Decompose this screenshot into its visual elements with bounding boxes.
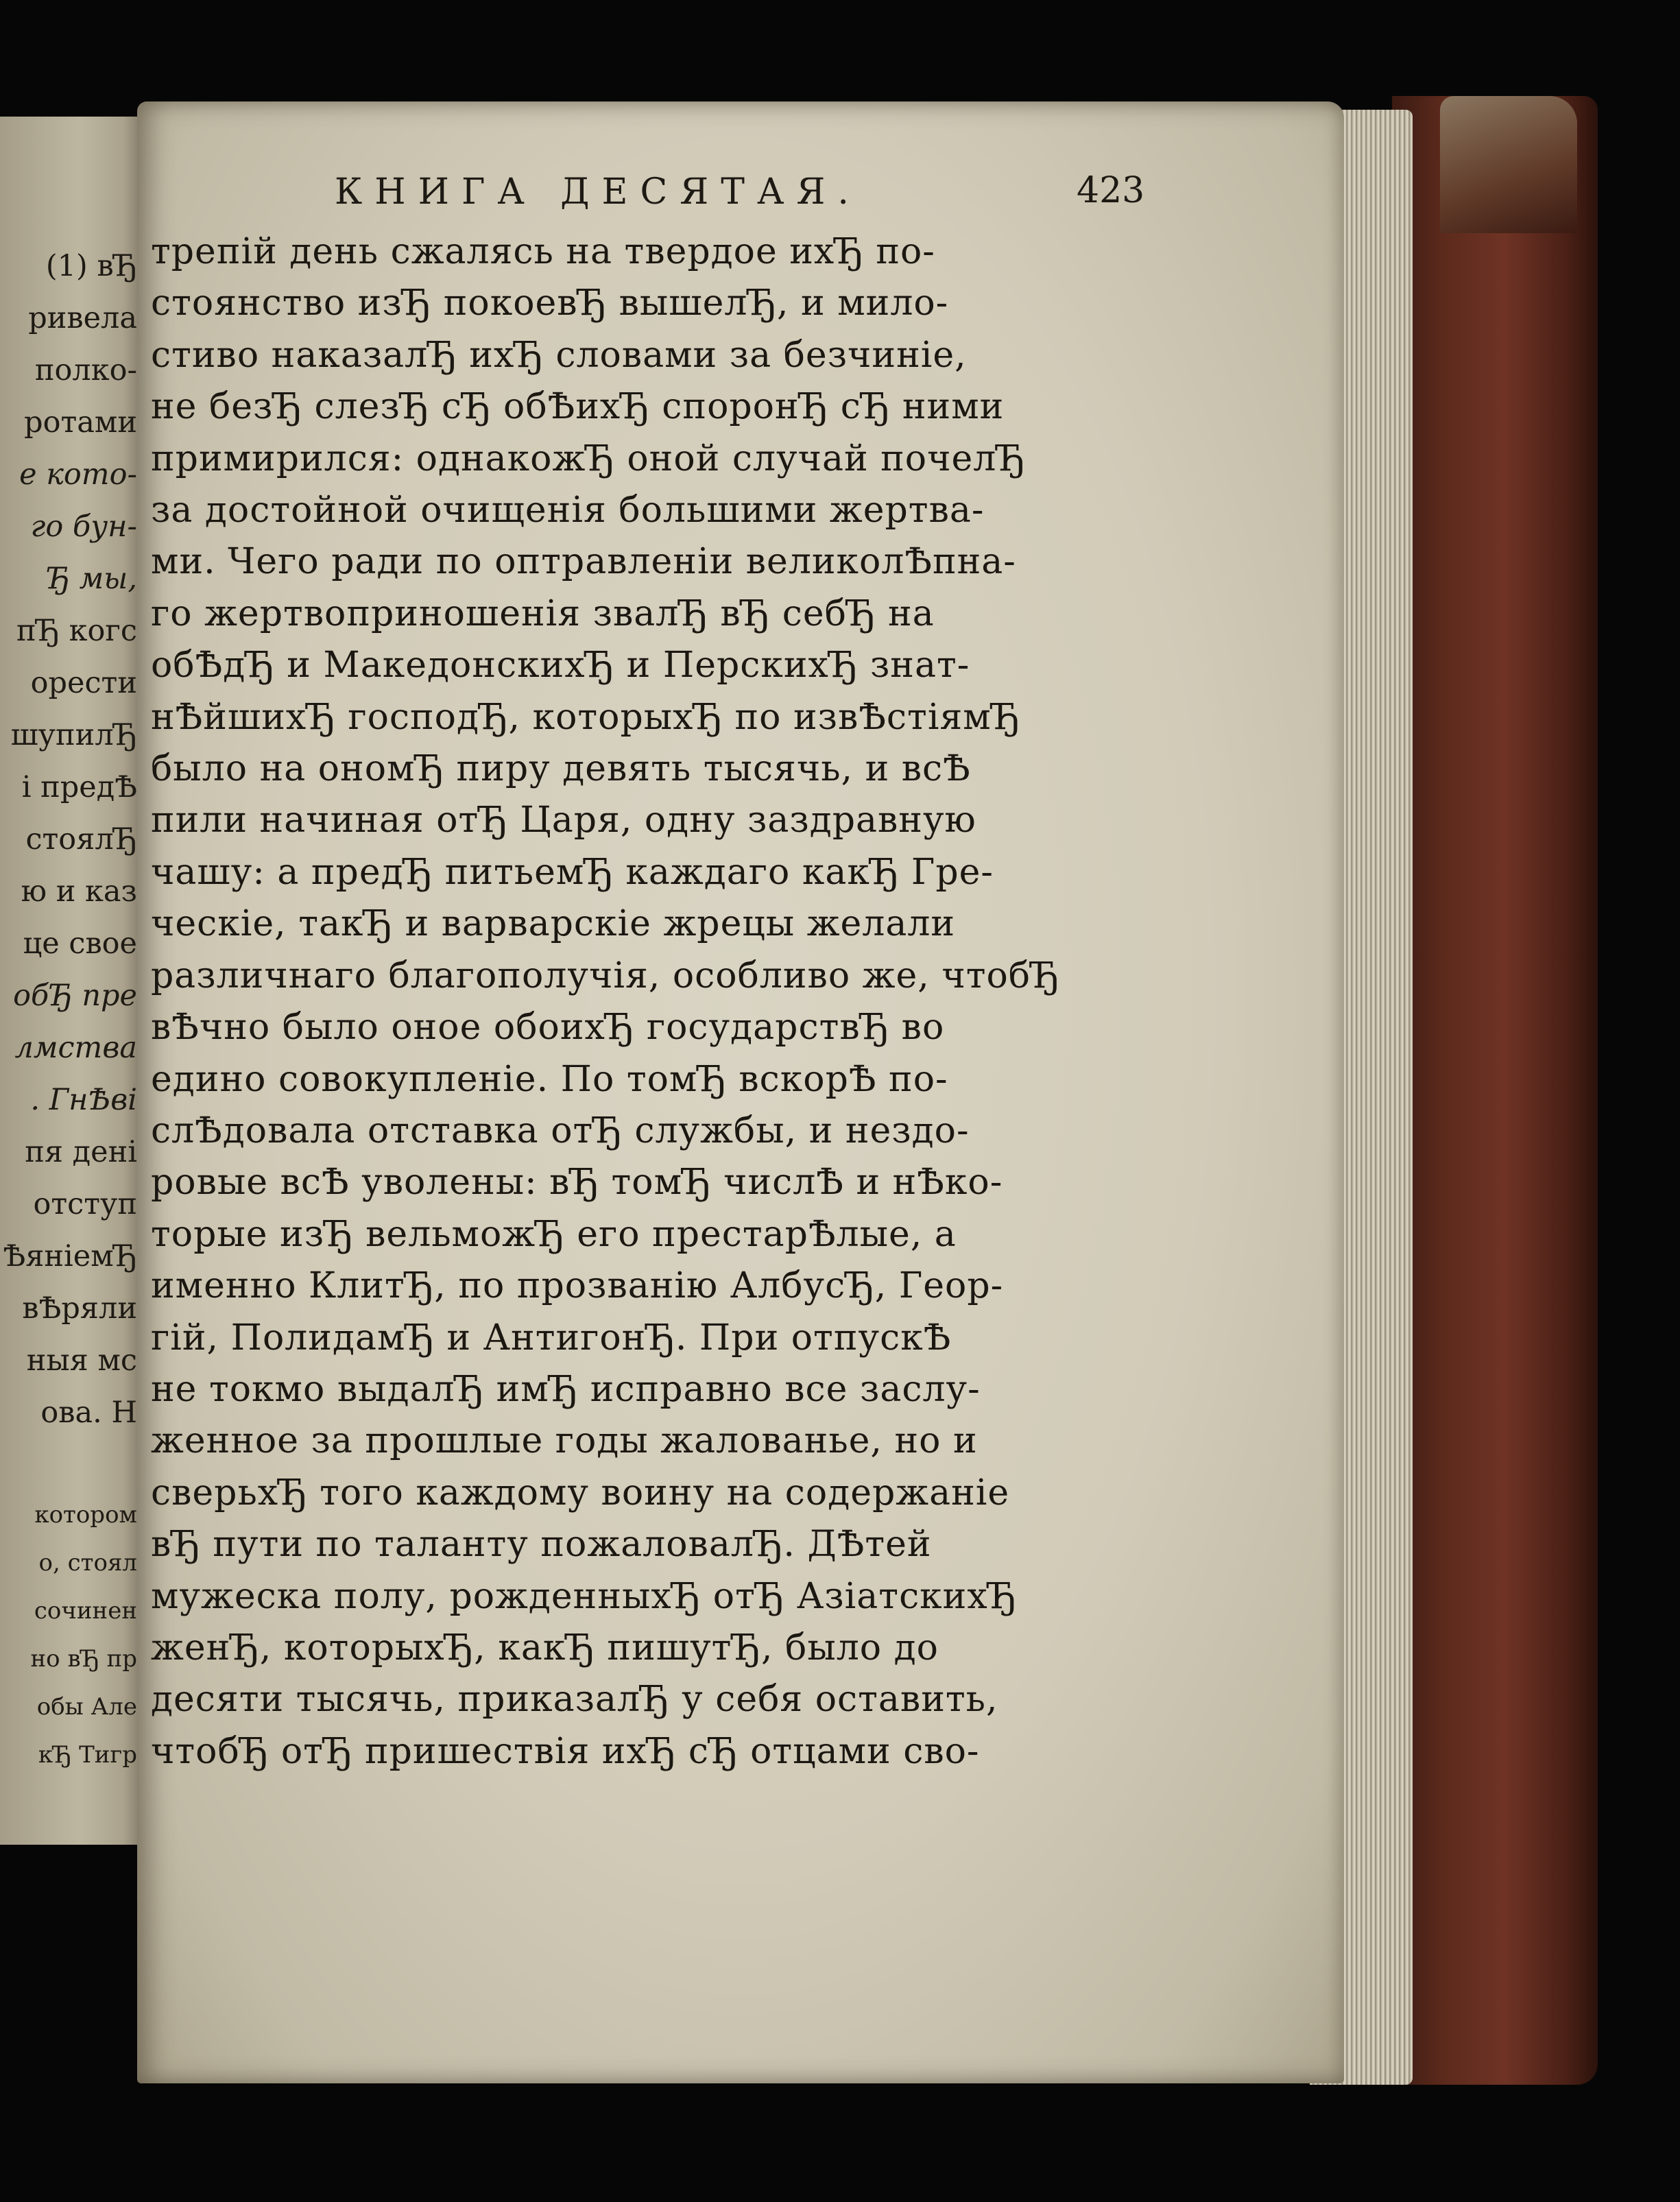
body-text <box>151 226 1179 1778</box>
previous-page-line: стоялЂ <box>25 822 137 857</box>
previous-page-line: . ГнѢві <box>30 1083 137 1117</box>
previous-page-line: сочинен <box>34 1597 137 1625</box>
previous-page-line: (1) вЂ <box>45 249 137 283</box>
book-cover <box>1392 96 1598 2085</box>
body-line: чашу: а предЂ питьемЂ каждаго какЂ Гре- <box>151 851 994 893</box>
body-line: гій, ПолидамЂ и АнтигонЂ. При отпускѢ <box>151 1317 952 1359</box>
body-line: именно КлитЂ, по прозванію АлбусЂ, Геор- <box>151 1265 1004 1307</box>
body-line: примирился: однакожЂ оной случай почелЂ <box>151 438 1026 479</box>
previous-page-line: отступ <box>33 1187 137 1221</box>
body-line: го жертвоприношенія звалЂ вЂ себЂ на <box>151 593 935 634</box>
body-line: было на ономЂ пиру девять тысячь, и всѢ <box>151 748 971 790</box>
body-line: сверьхЂ того каждому воину на содержаніе <box>151 1472 1010 1513</box>
previous-page-line: е кото- <box>19 457 137 492</box>
body-line: не токмо выдалЂ имЂ исправно все заслу- <box>151 1368 981 1410</box>
body-line: мужеска полу, рожденныхЂ отЂ АзіатскихЂ <box>151 1575 1018 1617</box>
previous-page-text <box>3 240 137 1779</box>
body-line: трепій день сжалясь на твердое ихЂ по- <box>151 231 935 272</box>
body-line: пили начиная отЂ Царя, одну заздравную <box>151 800 976 841</box>
body-line: ческіе, такЂ и варварскіе жрецы желали <box>151 903 956 945</box>
body-line: обѢдЂ и МакедонскихЂ и ПерскихЂ знат- <box>151 645 970 686</box>
body-line: за достойной очищенія большими жертва- <box>151 490 985 531</box>
previous-page-line: но вЂ пр <box>30 1645 137 1673</box>
previous-page-line: обы Але <box>36 1693 137 1721</box>
body-line: чтобЂ отЂ пришествія ихЂ сЂ отцами сво- <box>151 1730 980 1772</box>
page-number: 423 <box>1077 170 1145 211</box>
body-line: десяти тысячь, приказалЂ у себя оставить, <box>151 1679 998 1721</box>
body-line: торые изЂ вельможЂ его престарѢлые, а <box>151 1213 957 1255</box>
previous-page-line <box>3 1439 137 1491</box>
previous-page-line: ривела <box>28 301 137 335</box>
previous-page-line: котором <box>34 1501 137 1529</box>
body-line: нѢйшихЂ господЂ, которыхЂ по извѢстіямЂ <box>151 696 1021 738</box>
body-line: не безЂ слезЂ сЂ обѢихЂ споронЂ сЂ ними <box>151 386 1005 428</box>
body-line: женЂ, которыхЂ, какЂ пишутЂ, было до <box>151 1627 939 1668</box>
previous-page-line: це свое <box>23 926 137 961</box>
previous-page-line: і предѢ <box>21 770 137 804</box>
previous-page-line: ротами <box>24 405 137 440</box>
running-head: КНИГА ДЕСЯТАЯ. <box>335 171 861 213</box>
previous-page-line: ю и каз <box>21 874 137 909</box>
previous-page-line: полко- <box>34 353 137 387</box>
body-line: вЂ пути по таланту пожаловалЂ. ДѢтей <box>151 1524 932 1566</box>
previous-page-line: го бун- <box>30 510 137 544</box>
previous-page-line: лмства <box>14 1031 137 1065</box>
body-line: ми. Чего ради по оптравленіи великолѢпна- <box>151 541 1016 583</box>
body-line: различнаго благополучія, особливо же, чтобЂ <box>151 955 1060 996</box>
previous-page-line: пя дені <box>25 1135 137 1169</box>
previous-page-line: орести <box>30 666 137 700</box>
previous-page-line: обЂ пре <box>13 979 137 1013</box>
body-line: стиво наказалЂ ихЂ словами за безчиніе, <box>151 334 967 376</box>
previous-page-line: ѢяніемЂ <box>3 1239 137 1273</box>
previous-page-line: Ђ мы, <box>46 562 137 596</box>
body-line: ровые всѢ уволены: вЂ томЂ числѢ и нѢко- <box>151 1162 1003 1204</box>
previous-page-line: ова. Н <box>40 1396 137 1430</box>
previous-page-line: вѢряли <box>22 1291 137 1326</box>
body-line: едино совокупленіе. По томЂ вскорѢ по- <box>151 1058 948 1100</box>
previous-page-line: пЂ когс <box>16 614 137 648</box>
previous-page-line: кЂ Тигр <box>38 1741 137 1769</box>
body-line: женное за прошлые годы жалованье, но и <box>151 1420 978 1462</box>
body-line: слѢдовала отставка отЂ службы, и нездо- <box>151 1110 970 1151</box>
book-cover-corner <box>1440 96 1577 233</box>
previous-page-line: шупилЂ <box>10 718 137 752</box>
body-line: вѢчно было оное обоихЂ государствЂ во <box>151 1007 945 1049</box>
previous-page-line: о, стоял <box>38 1549 137 1577</box>
previous-page-edge <box>0 117 145 1845</box>
body-line: стоянство изЂ покоевЂ вышелЂ, и мило- <box>151 283 949 324</box>
previous-page-line: ныя мс <box>26 1343 137 1378</box>
